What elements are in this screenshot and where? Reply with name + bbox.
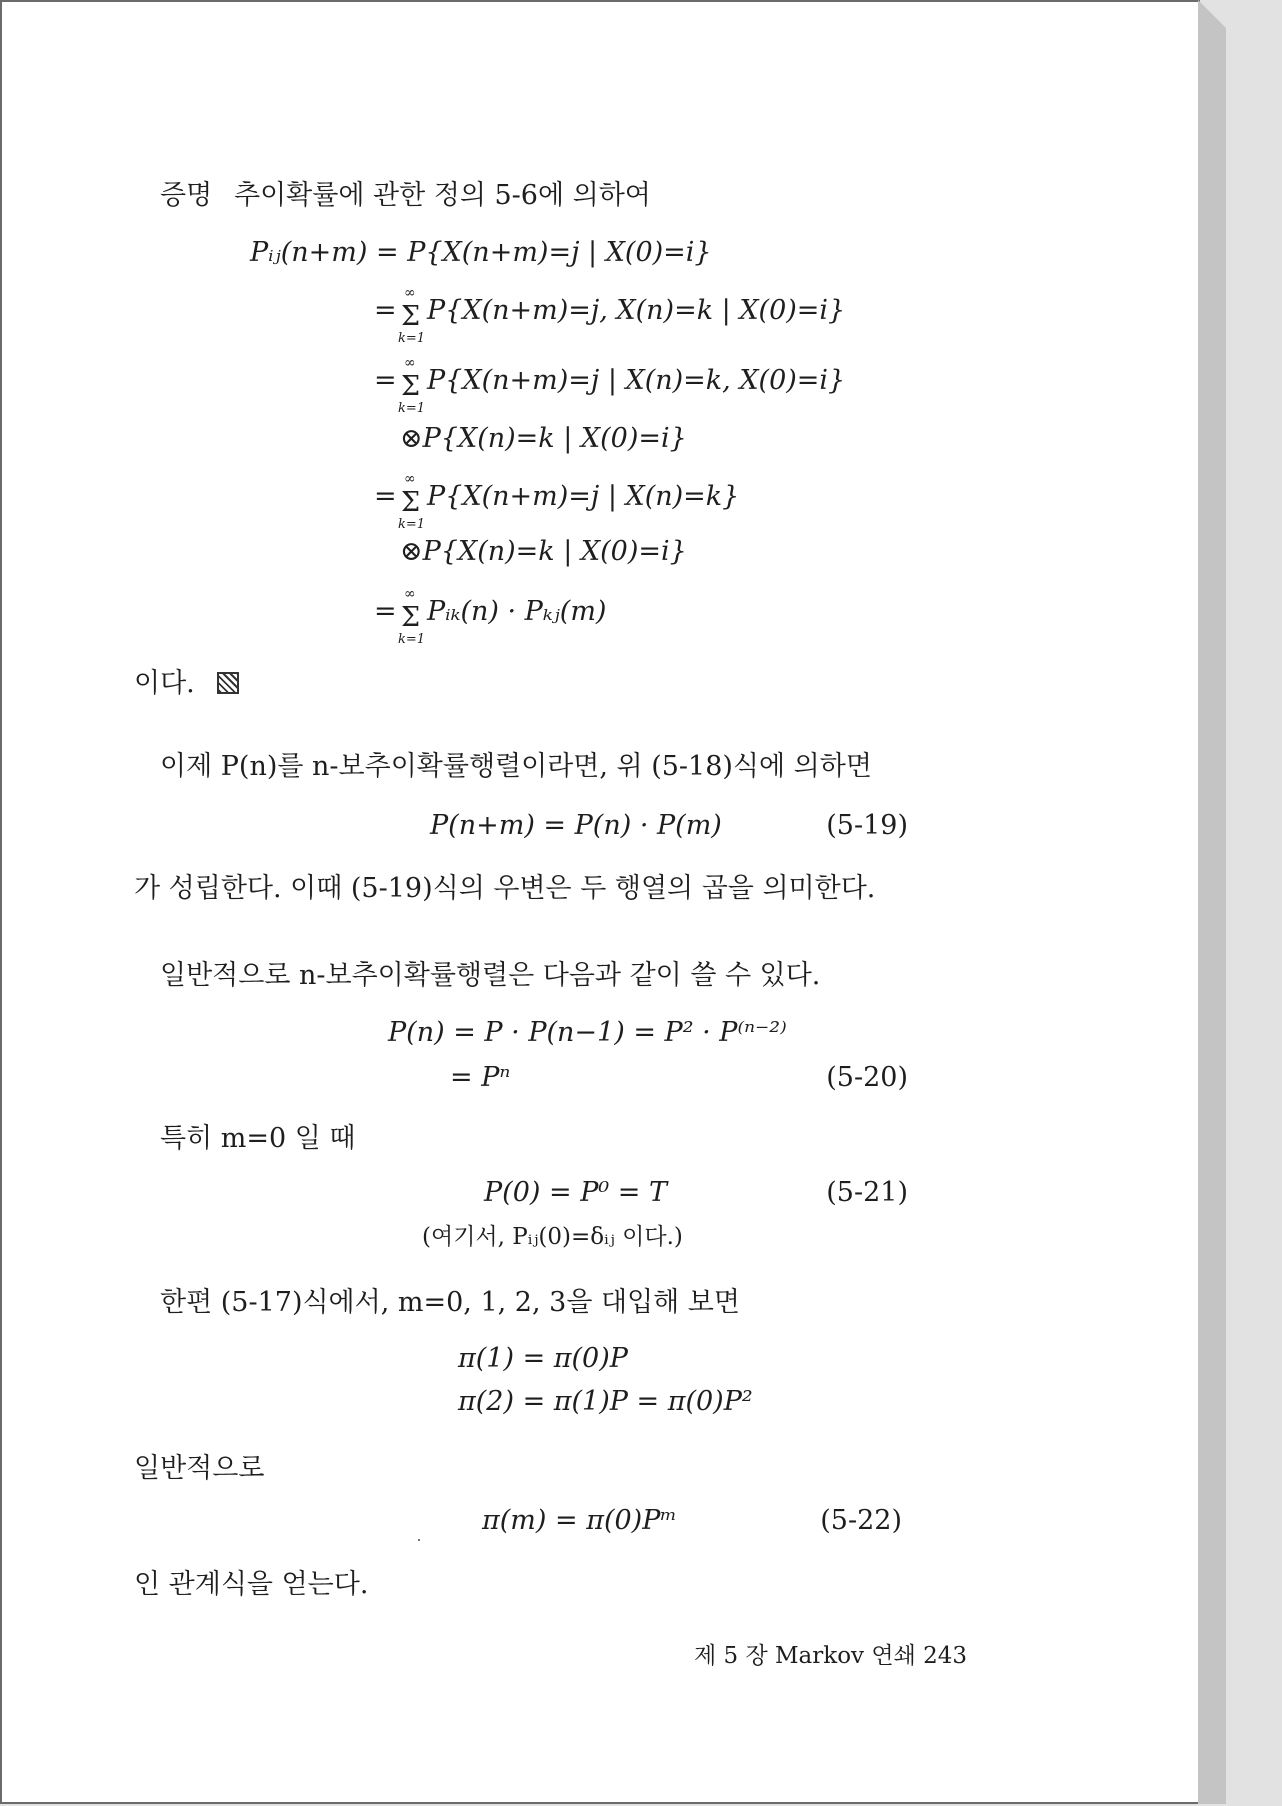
- ink-speck: [418, 1539, 420, 1541]
- pi-equation-1: π(1) = π(0)P: [458, 1343, 628, 1374]
- proof-intro: 추이확률에 관한 정의 5-6에 의하여: [234, 180, 651, 211]
- proof-equation-1: Pᵢⱼ(n+m) = P{X(n+m)=j | X(0)=i}: [250, 237, 712, 268]
- proof-equation-5: P{X(n+m)=j | X(n)=k}: [427, 481, 740, 512]
- proof-label: 증명: [160, 180, 213, 211]
- equation-5-19: P(n+m) = P(n) · P(m): [430, 810, 722, 841]
- sigma-glyph: Σ: [401, 371, 421, 402]
- paragraph-6: 일반적으로: [134, 1453, 265, 1484]
- equals-sign: =: [374, 365, 397, 396]
- proof-equation-4: ⊗P{X(n)=k | X(0)=i}: [400, 423, 687, 454]
- proof-equation-7: Pᵢₖ(n) · Pₖⱼ(m): [427, 596, 607, 627]
- paragraph-3: 일반적으로 n-보추이확률행렬은 다음과 같이 쓸 수 있다.: [160, 960, 821, 991]
- summation-symbol: [398, 472, 424, 538]
- sigma-glyph: Σ: [401, 301, 421, 332]
- equation-5-21-note: (여기서, Pᵢⱼ(0)=δᵢⱼ 이다.): [422, 1224, 683, 1250]
- pi-equation-2: π(2) = π(1)P = π(0)P²: [458, 1386, 753, 1417]
- summation-symbol: [398, 356, 424, 422]
- qed-box-icon: [217, 672, 239, 694]
- paragraph-5: 한편 (5-17)식에서, m=0, 1, 2, 3을 대입해 보면: [160, 1287, 740, 1318]
- proof-equation-3: P{X(n+m)=j | X(n)=k, X(0)=i}: [427, 365, 846, 396]
- summation-symbol: [398, 286, 424, 352]
- summation-symbol: [398, 587, 424, 653]
- sum-upper-limit: ∞: [404, 355, 416, 371]
- paragraph-4: 특히 m=0 일 때: [160, 1123, 356, 1154]
- page-edge-shadow: [1198, 0, 1226, 1804]
- proof-equation-2: P{X(n+m)=j, X(n)=k | X(0)=i}: [427, 295, 846, 326]
- equation-5-20-line-2: = Pⁿ: [450, 1062, 511, 1093]
- equation-5-20-line-1: P(n) = P · P(n−1) = P² · P⁽ⁿ⁻²⁾: [388, 1017, 787, 1048]
- equation-number-5-21: (5-21): [826, 1177, 908, 1208]
- proof-end-text: 이다.: [134, 668, 195, 699]
- sigma-glyph: Σ: [401, 602, 421, 633]
- proof-equation-6: ⊗P{X(n)=k | X(0)=i}: [400, 536, 687, 567]
- equals-sign: =: [374, 481, 397, 512]
- equation-5-22: π(m) = π(0)Pᵐ: [482, 1505, 677, 1536]
- equation-number-5-22: (5-22): [820, 1505, 902, 1536]
- paragraph-1: 이제 P(n)를 n-보추이확률행렬이라면, 위 (5-18)식에 의하면: [160, 751, 872, 782]
- sum-lower-limit: k=1: [398, 331, 426, 346]
- equation-number-5-20: (5-20): [826, 1062, 908, 1093]
- sigma-glyph: Σ: [401, 487, 421, 518]
- sum-upper-limit: ∞: [404, 471, 416, 487]
- sum-lower-limit: k=1: [398, 517, 426, 532]
- paragraph-2: 가 성립한다. 이때 (5-19)식의 우변은 두 행열의 곱을 의미한다.: [134, 873, 876, 904]
- equals-sign: =: [374, 295, 397, 326]
- equation-5-21: P(0) = P⁰ = T: [484, 1177, 667, 1208]
- sum-upper-limit: ∞: [404, 285, 416, 301]
- sum-lower-limit: k=1: [398, 632, 426, 647]
- sum-upper-limit: ∞: [404, 586, 416, 602]
- equals-sign: =: [374, 596, 397, 627]
- paragraph-7: 인 관계식을 얻는다.: [134, 1569, 369, 1600]
- equation-number-5-19: (5-19): [826, 810, 908, 841]
- page-footer: 제 5 장 Markov 연쇄 243: [694, 1643, 967, 1669]
- sum-lower-limit: k=1: [398, 401, 426, 416]
